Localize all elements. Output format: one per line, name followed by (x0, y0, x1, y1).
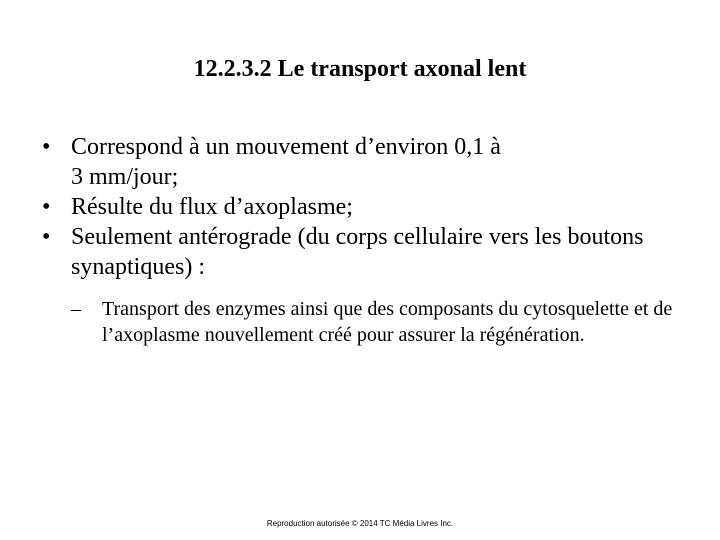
sub-bullet-item (71, 296, 682, 348)
sub-bullet-list (71, 296, 682, 348)
bullet-item (42, 132, 682, 192)
bullet-item (42, 222, 682, 348)
bullet-marker: • (42, 194, 51, 220)
bullet-text: Seulement antérograde (du corps cellulaire vers les boutons synaptiques) : (71, 224, 644, 280)
bullet-text: Correspond à un mouvement d’environ 0,1 à 3 mm/jour; (71, 134, 501, 190)
bullet-item (42, 192, 682, 222)
sub-bullet-text: Transport des enzymes ainsi que des composants du cytosquelette et de l’axoplasme nouvellement créé pour assurer la régénération. (102, 298, 673, 346)
bullet-marker: • (42, 134, 51, 160)
bullet-text: Résulte du flux d’axoplasme; (71, 194, 353, 220)
bullet-marker: • (42, 224, 51, 250)
sub-bullet-marker: – (71, 298, 81, 320)
slide-title: 12.2.3.2 Le transport axonal lent (193, 56, 527, 82)
copyright-footer: Reproduction autorisée © 2014 TC Média Livres Inc. (266, 519, 454, 528)
bullet-list (42, 132, 682, 348)
